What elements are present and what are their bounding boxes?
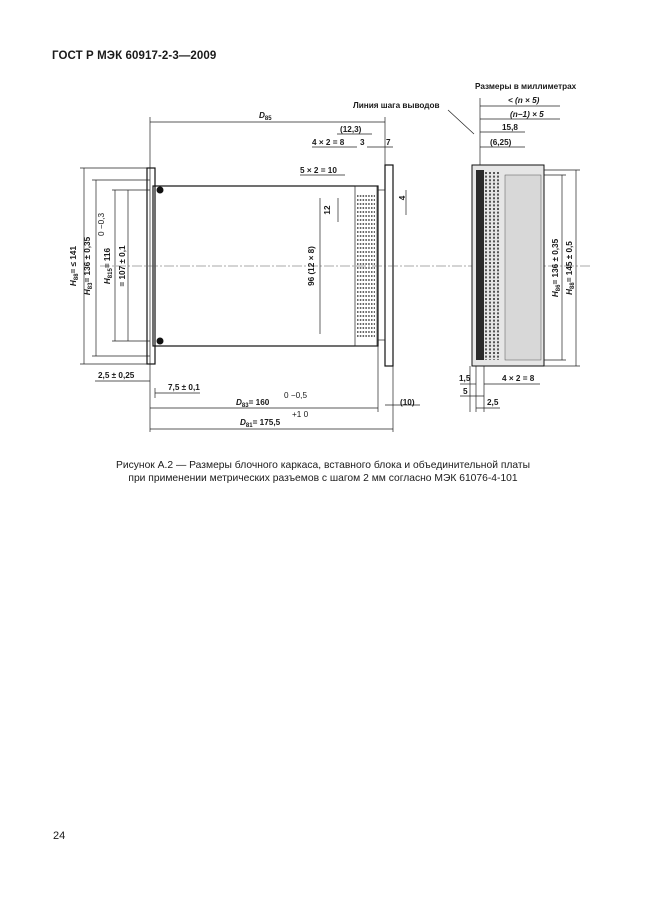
dim-5x2-10: 5 × 2 = 10 [300,166,337,175]
dim-4: 4 [398,195,407,201]
units-note: Размеры в миллиметрах [475,82,577,91]
dim-r-h145: = 145 ± 0,5 [565,241,574,283]
svg-text:H83= 136 ± 0,35: $H_{83}= 136 \pm 0,35$ [83,236,94,296]
dim-10: (10) [400,398,415,407]
dim-h83: 83 [88,282,94,290]
dim-7-5: 7,5 ± 0,1 [168,383,200,392]
dim-2-5: 2,5 [487,398,499,407]
svg-text:H815= 116: $H_{815}= 116$ [103,247,114,285]
dim-d160-tolerance: 0 −0,5 [284,391,307,400]
mounting-hole-bottom [157,338,164,345]
document-header: ГОСТ Р МЭК 60917-2-3—2009 [52,50,217,62]
dim-7: 7 [386,138,391,147]
mounting-hole-top [157,187,164,194]
svg-text:D83= 160: $D_{83}= 160$ [236,398,270,409]
caption-line-1: Рисунок А.2 — Размеры блочного каркаса, вставного блока и объединительной платы [115,460,531,471]
dim-4x2-8-top: 4 × 2 = 8 [312,138,345,147]
dim-d83: 83 [241,403,249,409]
dim-12-3: (12,3) [340,125,362,134]
dim-2-5-025: 2,5 ± 0,25 [98,371,135,380]
dim-r-h88: 88 [570,282,576,289]
dim-h88: 88 [74,273,80,281]
dim-d85: 85 [264,116,272,122]
svg-text:D81= 175,5: $D_{81}= 175,5$ [240,418,281,429]
dim-r-h136: = 136 ± 0,35 [551,238,560,285]
dim-r-4x2-8: 4 × 2 = 8 [502,374,535,383]
dim-n-5: < (n × 5) [508,96,540,105]
dim-d175-tolerance: +1 0 [292,410,309,419]
figure-caption [100,459,546,485]
backplane [385,165,393,366]
dim-5: 5 [463,387,468,396]
dim-h141: = ≤ 141 [69,245,78,274]
svg-text:H88= ≤ 141: $H_{88}= \le 141$ [69,245,80,287]
dim-96: 96 (12 × 8) [307,246,316,286]
dim-h136: = 136 ± 0,35 [83,236,92,283]
dim-h815: 815 [108,268,114,279]
dim-d175-5: = 175,5 [252,418,281,427]
dim-d81: 81 [245,423,253,429]
dim-n-1-5: (n−1) × 5 [510,110,544,119]
dim-15-8: 15,8 [502,123,518,132]
pitch-line-label: Линия шага выводов [353,101,440,110]
caption-line-2: при применении метрических разъемов с шагом 2 мм согласно МЭК 61076-4-101 [128,473,518,484]
svg-text:H86= 136 ± 0,35: $H_{86}= 136 \pm 0,35$ [551,238,562,298]
backplane-edge [476,170,484,360]
dim-d160: = 160 [248,398,270,407]
dim-12: 12 [323,205,332,215]
svg-text:D85: $D_{85}$ [259,111,272,122]
dim-h116-tolerance: 0 −0,3 [97,213,106,236]
dim-3: 3 [360,138,365,147]
svg-text:H88= 145 ± 0,5: $H_{88}= 145 \pm 0,5$ [565,241,576,295]
dim-r-h86: 86 [556,284,562,292]
dim-h116: = 116 [103,247,112,269]
page-number: 24 [53,830,66,842]
dim-6-25: (6,25) [490,138,512,147]
dim-h107: = 107 ± 0,1 [118,245,127,287]
dim-1-5: 1,5 [459,374,471,383]
